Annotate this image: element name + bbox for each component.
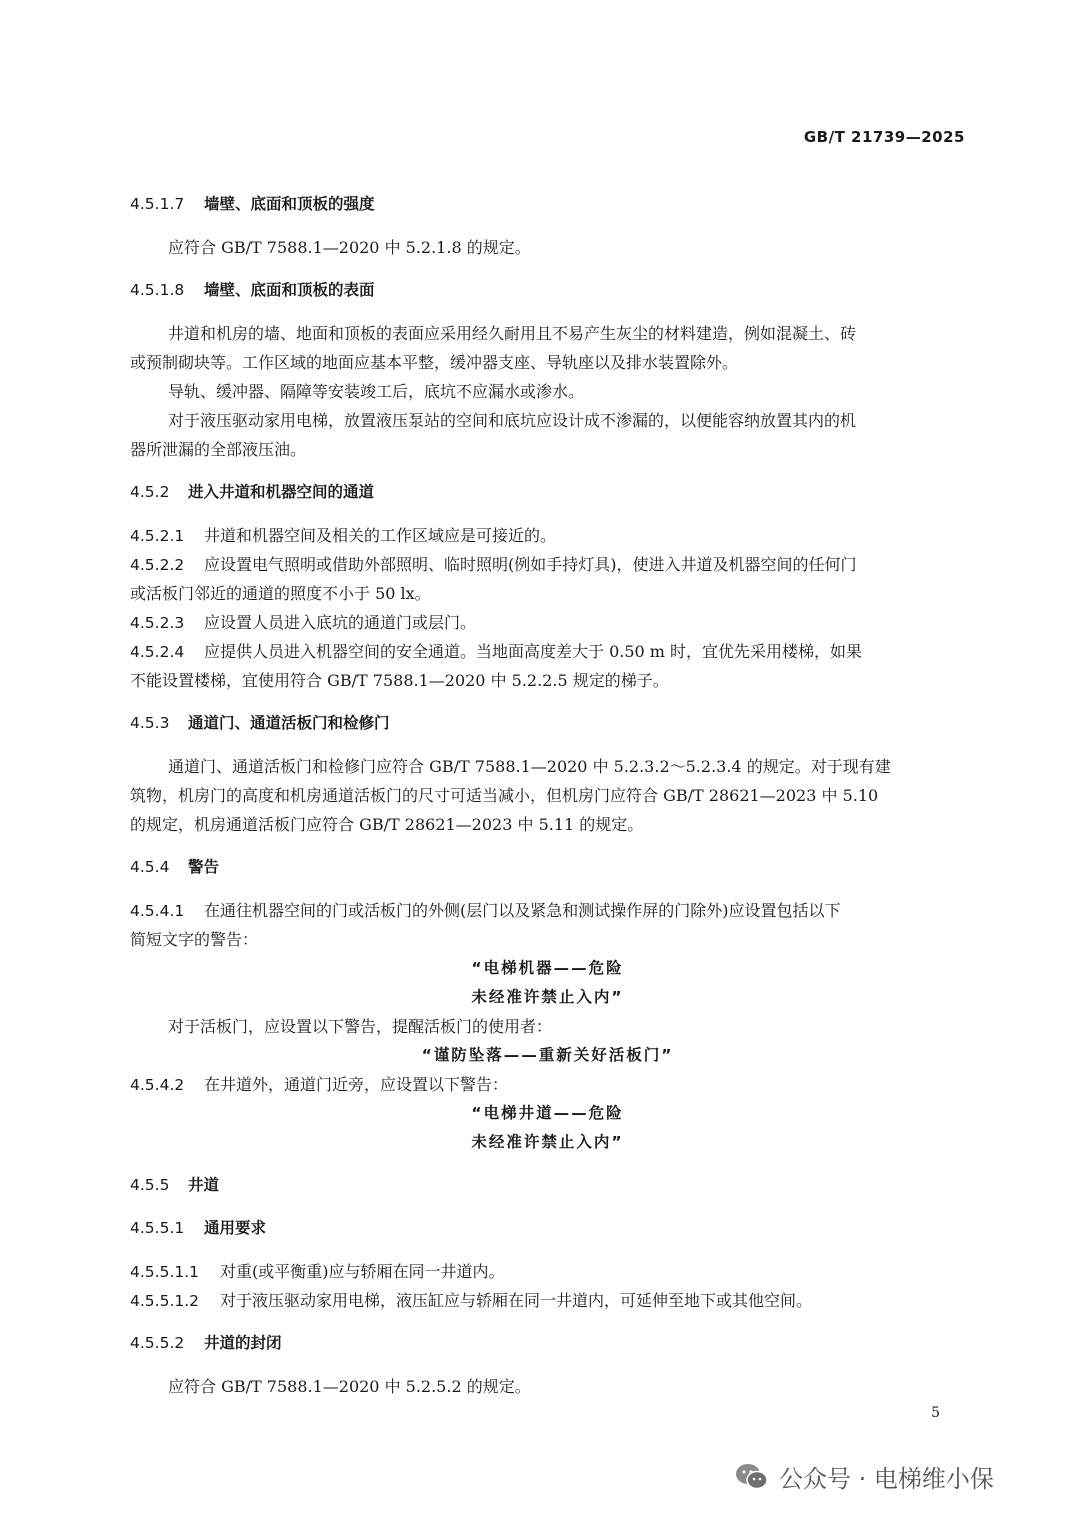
- clause-continuation: 或活板门邻近的通道的照度不小于 50 lx。: [130, 584, 431, 603]
- clause-4-5-2-3: [130, 608, 965, 638]
- clause-text: 应提供人员进入机器空间的安全通道。当地面高度差大于 0.50 m 时，宜优先采用楼梯，如果: [204, 642, 863, 661]
- paragraph-line: 导轨、缓冲器、隔障等安装竣工后，底坑不应漏水或渗水。: [168, 382, 585, 401]
- warning-text: 未经准许禁止入内”: [471, 988, 624, 1006]
- paragraph-line: 井道和机房的墙、地面和顶板的表面应采用经久耐用且不易产生灰尘的材料建造，例如混凝土、砖: [168, 324, 857, 343]
- clause-continuation: 简短文字的警告：: [130, 930, 259, 949]
- clause-text: 应设置电气照明或借助外部照明、临时照明(例如手持灯具)，使进入井道及机器空间的任何门: [204, 555, 857, 574]
- section-number: 4.5.1.8: [130, 281, 185, 299]
- paragraph-line: 对于液压驱动家用电梯，放置液压泵站的空间和底坑应设计成不渗漏的，以便能容纳放置其内的机: [168, 411, 857, 430]
- clause-4-5-4-1: [130, 896, 965, 926]
- warning-text: “电梯井道——危险: [471, 1104, 624, 1122]
- section-title: 警告: [188, 858, 220, 876]
- section-number: 4.5.4: [130, 858, 170, 876]
- section-title: 通用要求: [204, 1219, 267, 1237]
- watermark: [735, 1459, 994, 1494]
- section-heading-4-5-5: [130, 1171, 965, 1200]
- wechat-icon: [735, 1462, 769, 1492]
- paragraph-line: 或预制砌块等。工作区域的地面应基本平整，缓冲器支座、导轨座以及排水装置除外。: [130, 353, 739, 372]
- section-title: 进入井道和机器空间的通道: [188, 483, 375, 501]
- paragraph-line: 器所泄漏的全部液压油。: [130, 440, 307, 459]
- clause-number: 4.5.2.1: [130, 527, 185, 545]
- section-number: 4.5.5.2: [130, 1334, 185, 1352]
- section-number: 4.5.1.7: [130, 195, 185, 213]
- clause-text: 对重(或平衡重)应与轿厢在同一井道内。: [220, 1262, 505, 1281]
- section-heading-4-5-5-1: [130, 1214, 965, 1243]
- clause-text: 井道和机器空间及相关的工作区域应是可接近的。: [204, 526, 557, 545]
- paragraph-line: 的规定，机房通道活板门应符合 GB/T 28621—2023 中 5.11 的规定。: [130, 815, 644, 834]
- warning-text: 未经准许禁止入内”: [471, 1133, 624, 1151]
- section-title: 井道的封闭: [204, 1334, 282, 1352]
- clause-text: 在通往机器空间的门或活板门的外侧(层门以及紧急和测试操作屏的门除外)应设置包括以下: [204, 901, 841, 920]
- section-title: 墙壁、底面和顶板的表面: [204, 281, 375, 299]
- section-heading-4-5-5-2: [130, 1329, 965, 1358]
- section-number: 4.5.2: [130, 483, 170, 501]
- paragraph-line: 通道门、通道活板门和检修门应符合 GB/T 7588.1—2020 中 5.2.3.2～5.2.3.4 的规定。对于现有建: [168, 757, 891, 776]
- clause-4-5-2-1: [130, 521, 965, 551]
- clause-number: 4.5.4.1: [130, 902, 185, 920]
- clause-number: 4.5.4.2: [130, 1076, 185, 1094]
- section-title: 通道门、通道活板门和检修门: [188, 714, 390, 732]
- clause-4-5-2-4: [130, 637, 965, 667]
- clause-text: 应设置人员进入底坑的通道门或层门。: [204, 613, 477, 632]
- section-heading-4-5-3: [130, 709, 965, 738]
- clause-number: 4.5.5.1.1: [130, 1263, 200, 1281]
- section-title: 墙壁、底面和顶板的强度: [204, 195, 375, 213]
- section-heading-4-5-1-8: [130, 276, 965, 305]
- section-number: 4.5.5.1: [130, 1219, 185, 1237]
- warning-text: “电梯机器——危险: [471, 959, 624, 977]
- paragraph: 应符合 GB/T 7588.1—2020 中 5.2.1.8 的规定。: [168, 238, 531, 257]
- section-title: 井道: [188, 1176, 220, 1194]
- section-number: 4.5.3: [130, 714, 170, 732]
- clause-4-5-5-1-2: [130, 1286, 965, 1316]
- clause-text: 在井道外，通道门近旁，应设置以下警告：: [204, 1075, 509, 1094]
- paragraph-line: 筑物，机房门的高度和机房通道活板门的尺寸可适当减小，但机房门应符合 GB/T 28621—2023 中 5.10: [130, 786, 879, 805]
- clause-number: 4.5.2.4: [130, 643, 185, 661]
- clause-number: 4.5.2.2: [130, 556, 185, 574]
- warning-text: “谨防坠落——重新关好活板门”: [421, 1046, 674, 1064]
- section-number: 4.5.5: [130, 1176, 170, 1194]
- clause-4-5-5-1-1: [130, 1257, 965, 1287]
- paragraph-line: 对于活板门，应设置以下警告，提醒活板门的使用者：: [168, 1017, 553, 1036]
- section-heading-4-5-1-7: [130, 190, 965, 219]
- clause-4-5-4-2: [130, 1070, 965, 1100]
- clause-text: 对于液压驱动家用电梯，液压缸应与轿厢在同一井道内，可延伸至地下或其他空间。: [220, 1291, 813, 1310]
- standard-code: GB/T 21739—2025: [803, 128, 965, 146]
- watermark-text: 公众号 · 电梯维小保: [779, 1465, 994, 1493]
- clause-number: 4.5.2.3: [130, 614, 185, 632]
- page-number: 5: [931, 1405, 940, 1421]
- paragraph: 应符合 GB/T 7588.1—2020 中 5.2.5.2 的规定。: [168, 1377, 531, 1396]
- clause-number: 4.5.5.1.2: [130, 1292, 200, 1310]
- section-heading-4-5-2: [130, 478, 965, 507]
- section-heading-4-5-4: [130, 853, 965, 882]
- clause-continuation: 不能设置楼梯，宜使用符合 GB/T 7588.1—2020 中 5.2.2.5 规定的梯子。: [130, 671, 669, 690]
- clause-4-5-2-2: [130, 550, 965, 580]
